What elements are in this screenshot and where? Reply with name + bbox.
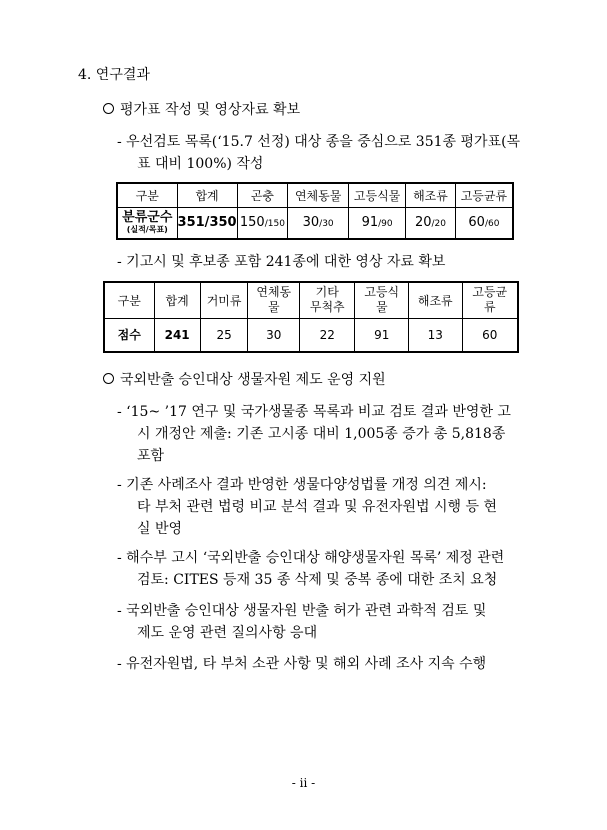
table-row-label: 분류군수 (실적/목표) <box>117 207 177 239</box>
bullet-text: 표 대비 100%) 작성 <box>137 156 264 172</box>
bullet-text: - 유전자원법, 타 부처 소관 사항 및 해외 사례 조사 지속 수행 <box>117 656 487 672</box>
table-image-scores <box>103 281 519 353</box>
table-header-cell: 곤충 <box>237 183 288 207</box>
table-cell: 30 <box>248 318 300 352</box>
bullet-text: - ‘15~ ’17 연구 및 국가생물종 목록과 비교 검토 결과 반영한 고 <box>117 404 511 420</box>
bullet-text: 제도 운영 관련 질의사항 응대 <box>137 625 318 641</box>
table-row <box>104 318 518 352</box>
table-header-cell: 거미류 <box>200 282 248 318</box>
table-header-cell: 고등균류 <box>455 183 513 207</box>
table-header-cell: 구분 <box>104 282 154 318</box>
bullet-text: 실 반영 <box>137 521 183 537</box>
section-heading: 4. 연구결과 <box>78 67 150 83</box>
bullet-text: 검토: CITES 등재 35 종 삭제 및 중복 종에 대한 조치 요청 <box>137 572 498 588</box>
table-header-row <box>117 183 513 207</box>
table-row <box>117 207 513 239</box>
table-header-cell: 고등식 물 <box>355 282 409 318</box>
table-header-cell: 고등식물 <box>349 183 406 207</box>
table-cell: 60 <box>462 318 518 352</box>
table-header-cell: 구분 <box>117 183 177 207</box>
table-header-cell: 합계 <box>154 282 200 318</box>
table-cell: 25 <box>200 318 248 352</box>
table-header-cell: 연체동 물 <box>248 282 300 318</box>
bullet-text: - 기고시 및 후보종 포함 241종에 대한 영상 자료 확보 <box>117 254 446 270</box>
table-cell: 351/350 <box>177 207 237 239</box>
table-cell: 22 <box>300 318 355 352</box>
table-header-cell: 해조류 <box>409 282 463 318</box>
table-classification-counts <box>116 182 514 240</box>
circle-bullet-icon <box>103 103 114 114</box>
table-cell: 91/90 <box>349 207 406 239</box>
bullet-text: 타 부처 관련 법령 비교 분석 결과 및 유전자원법 시행 등 현 <box>137 499 498 515</box>
bullet-text: - 국외반출 승인대상 생물자원 반출 허가 관련 과학적 검토 및 <box>117 603 487 619</box>
bullet-text: 포함 <box>137 448 165 464</box>
table-header-cell: 고등균 류 <box>462 282 518 318</box>
table-cell: 13 <box>409 318 463 352</box>
bullet-text: - 기존 사례조사 결과 반영한 생물다양성법률 개정 의견 제시: <box>117 477 487 493</box>
table-header-cell: 연체동물 <box>288 183 349 207</box>
table-cell: 91 <box>355 318 409 352</box>
table-header-cell: 합계 <box>177 183 237 207</box>
table-row-label: 점수 <box>104 318 154 352</box>
circle-bullet-icon <box>103 373 114 384</box>
table-cell: 150/150 <box>237 207 288 239</box>
subsection-title-1: 평가표 작성 및 영상자료 확보 <box>103 100 300 120</box>
table-header-cell: 기타 무척추 <box>300 282 355 318</box>
table-header-row <box>104 282 518 318</box>
bullet-text: - 우선검토 목록(‘15.7 선정) 대상 종을 중심으로 351종 평가표(목 <box>117 134 521 150</box>
page-number: - ii - <box>291 776 316 790</box>
bullet-text: 시 개정안 제출: 기존 고시종 대비 1,005종 증가 총 5,818종 <box>137 426 506 442</box>
subsection-title-2: 국외반출 승인대상 생물자원 제도 운영 지원 <box>103 370 386 390</box>
table-cell: 60/60 <box>455 207 513 239</box>
table-cell: 30/30 <box>288 207 349 239</box>
table-cell: 241 <box>154 318 200 352</box>
table-cell: 20/20 <box>406 207 456 239</box>
bullet-text: - 해수부 고시 ‘국외반출 승인대상 해양생물자원 목록’ 제정 관련 <box>117 550 505 566</box>
table-header-cell: 해조류 <box>406 183 456 207</box>
